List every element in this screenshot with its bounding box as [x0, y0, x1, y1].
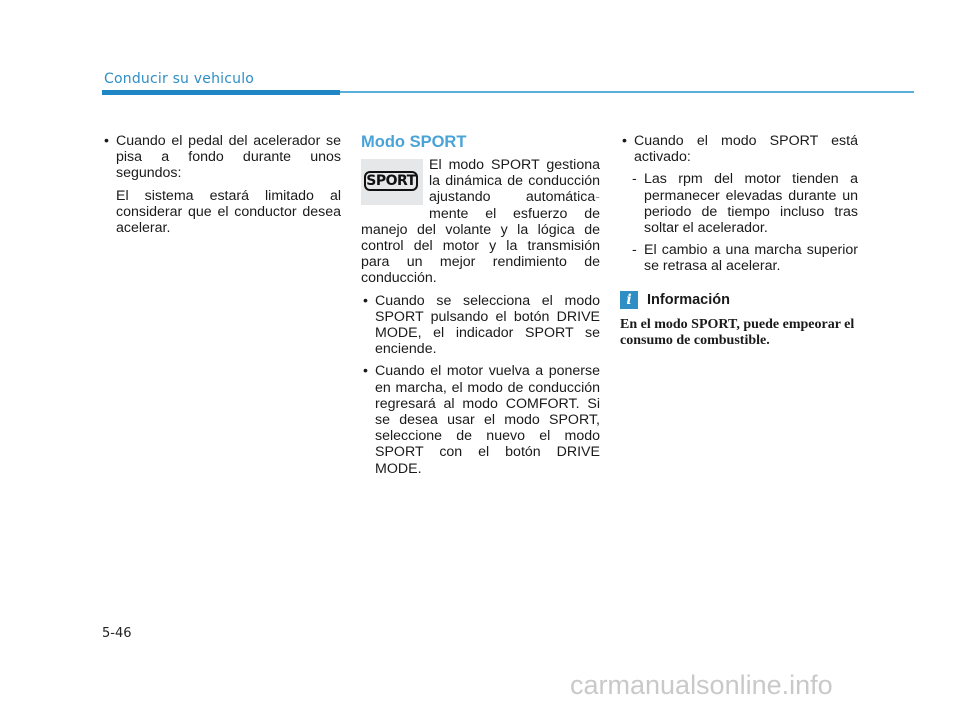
bullet-text: Cuando el pedal del acelerador se pisa a fondo durante unos segundos: [116, 133, 341, 182]
bullet-dot: • [363, 292, 368, 309]
bullet-dot: • [622, 133, 627, 149]
dash-mark: - [632, 171, 637, 188]
list-item [361, 363, 600, 476]
paragraph: El sistema estará limitado al considerar que el conductor desea acelerar. [116, 187, 341, 237]
sport-badge: SPORT [364, 171, 418, 191]
header-rule-thick [102, 90, 340, 95]
info-title: Información [647, 291, 730, 308]
column-left [102, 133, 341, 242]
info-header [620, 291, 858, 309]
list-item [361, 293, 600, 358]
section-header-title: Conducir su vehiculo [104, 71, 255, 87]
column-right [620, 133, 858, 349]
column-middle [361, 133, 600, 483]
dash-text: El cambio a una marcha superior se retrasa al acelerar. [644, 242, 858, 275]
sport-mode-icon [361, 159, 423, 205]
dash-mark: - [632, 242, 637, 259]
bullet-text: Cuando se selecciona el modo SPORT pulsando el botón DRIVE MODE, el indicador SPORT se enciende. [375, 292, 600, 358]
dash-item [620, 171, 858, 236]
bullet-text: Cuando el modo SPORT está activado: [634, 133, 858, 166]
dash-text: Las rpm del motor tienden a permanecer elevadas durante un periodo de tiempo incluso tras soltar el acelerador. [644, 171, 858, 237]
header-rule-thin [340, 91, 914, 93]
info-icon: i [620, 291, 638, 309]
intro-hyphen: - [595, 189, 600, 206]
list-item [620, 133, 858, 165]
info-text: En el modo SPORT, puede empeorar el consumo de combustible. [620, 316, 855, 348]
intro-text-b: mente el esfuerzo de manejo del volante y la lógica de control del motor y la transmisión para un mejor rendimiento de conducción. [361, 205, 600, 287]
intro-text-a: El modo SPORT gestiona la dinámica de conducción ajustando automática [429, 157, 600, 206]
bullet-dot: • [363, 363, 368, 380]
dash-item [620, 242, 858, 274]
bullet-text: Cuando el motor vuelva a ponerse en marcha, el modo de conducción regresará al modo COMFORT. Si se desea usar el modo SPORT, seleccione de nuevo el modo SPORT con el botón DRIVE MODE. [375, 363, 600, 477]
sport-intro [361, 157, 600, 287]
section-title: Modo SPORT [361, 133, 467, 151]
watermark: carmanualsonline.info [570, 670, 833, 700]
page-number: 5-46 [102, 626, 132, 641]
bullet-dot: • [104, 133, 109, 149]
list-item [102, 133, 341, 182]
